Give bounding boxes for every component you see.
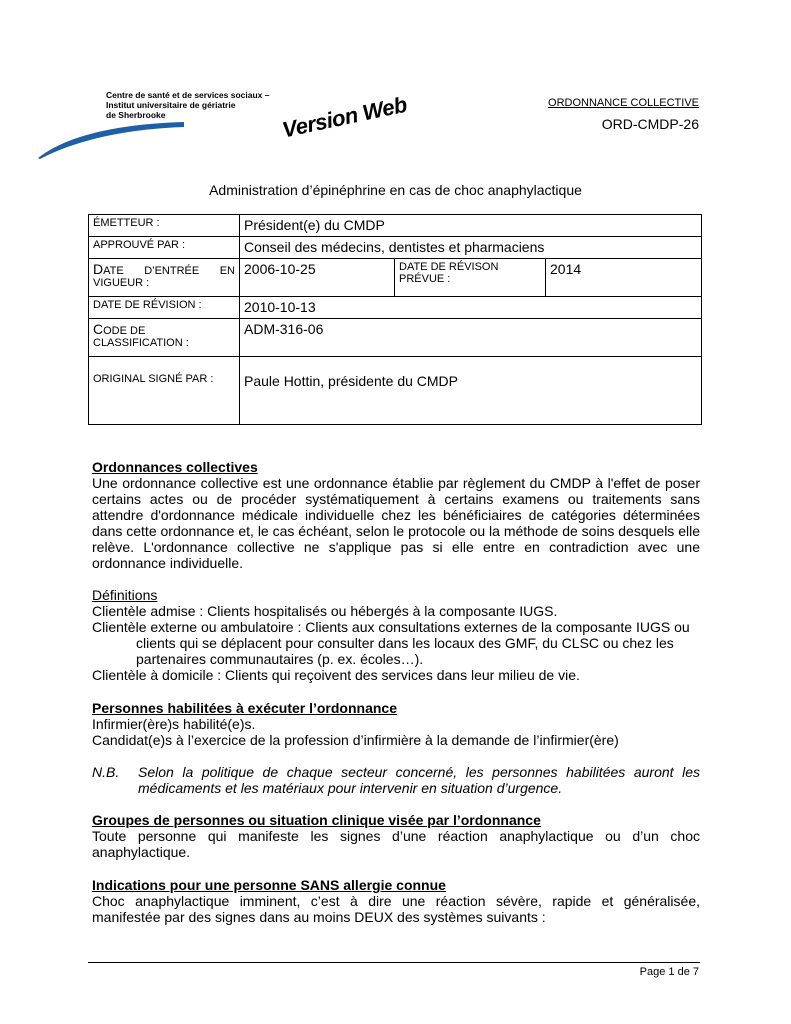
section-definitions — [92, 587, 700, 683]
date-entree-label: DATE D’ENTRÉE EN VIGUEUR : — [89, 259, 240, 297]
heading-groupes: Groupes de personnes ou situation clinique visée par l’ordonnance — [92, 812, 541, 828]
personnes-line-2: Candidat(e)s à l’exercice de la profession d’infirmière à la demande de l’infirmier(ère) — [92, 732, 619, 748]
definition-clientele-admise: Clientèle admise : Clients hospitalisés ou hébergés à la composante IUGS. — [92, 603, 558, 619]
approuve-value: Conseil des médecins, dentistes et pharmaciens — [240, 237, 702, 259]
section-groupes — [92, 812, 700, 860]
original-signe-value: Paule Hottin, présidente du CMDP — [240, 357, 702, 425]
definition-clientele-domicile: Clientèle à domicile : Clients qui reçoivent des services dans leur milieu de vie. — [92, 667, 580, 683]
indications-paragraph: Choc anaphylactique imminent, c’est à dire une réaction sévère, rapide et généralisée, manifestée par des signes dans au moins DEUX des systèmes suivants : — [92, 893, 700, 925]
nb-tag: N.B. — [92, 764, 120, 780]
org-name-line-1: Centre de santé et de services sociaux – — [106, 90, 270, 100]
nota-bene — [92, 764, 700, 796]
section-personnes-habilitees — [92, 700, 700, 748]
code-classification-label: CODE DE CLASSIFICATION : — [89, 319, 240, 357]
emetteur-label: ÉMETTEUR : — [89, 215, 240, 237]
approuve-label: APPROUVÉ PAR : — [89, 237, 240, 259]
heading-definitions: Définitions — [92, 587, 158, 603]
org-name-line-2: Institut universitaire de gériatrie — [106, 100, 236, 110]
heading-personnes-habilitees: Personnes habilitées à exécuter l’ordonnance — [92, 700, 397, 716]
organization-logo-swoosh — [36, 118, 186, 160]
date-revision-value: 2010-10-13 — [240, 297, 702, 319]
document-type: ORDONNANCE COLLECTIVE — [548, 97, 699, 109]
definition-clientele-externe: Clientèle externe ou ambulatoire : Clients aux consultations externes de la composante IUGS ou — [92, 619, 690, 635]
document-title: Administration d’épinéphrine en cas de choc anaphylactique — [209, 182, 582, 198]
definition-clientele-externe-cont: clients qui se déplacent pour consulter dans les locaux des GMF, du CLSC ou chez les partenaires communautaires (p. ex. écoles…). — [136, 635, 674, 667]
date-revision-label: DATE DE RÉVISION : — [89, 297, 240, 319]
heading-ordonnances: Ordonnances collectives — [92, 459, 258, 475]
version-web-watermark: Version Web — [280, 91, 409, 143]
nb-text: Selon la politique de chaque secteur concerné, les personnes habilitées auront les médicaments et les matériaux pour intervenir en situation d’urgence. — [138, 764, 700, 796]
emetteur-value: Président(e) du CMDP — [240, 215, 702, 237]
personnes-line-1: Infirmier(ère)s habilité(e)s. — [92, 716, 256, 732]
groupes-paragraph: Toute personne qui manifeste les signes d’une réaction anaphylactique ou d’un choc anaphylactique. — [92, 828, 700, 860]
document-info-table — [88, 214, 702, 425]
code-classification-value: ADM-316-06 — [240, 319, 702, 357]
section-ordonnances — [92, 459, 700, 571]
page-number: Page 1 de 7 — [639, 966, 699, 978]
date-revision-prevue-label: DATE DE RÉVISON PRÉVUE : — [395, 259, 546, 297]
section-indications — [92, 877, 700, 925]
original-signe-label: ORIGINAL SIGNÉ PAR : — [89, 357, 240, 425]
date-entree-value: 2006-10-25 — [240, 259, 395, 297]
ordonnances-paragraph: Une ordonnance collective est une ordonnance établie par règlement du CMDP à l'effet de poser certains actes ou de procéder systématiquement à certains examens ou traitements sans attendre d'ordonnance médicale individuelle chez les bénéficiaires de catégories déterminées dans cette ordonnance et, le cas échéant, selon le protocole ou la méthode de soins desquels elle relève. L'ordonnance collective ne s'applique pas si elle entre en contradiction avec une ordonnance individuelle. — [92, 475, 700, 571]
heading-indications: Indications pour une personne SANS allergie connue — [92, 877, 446, 893]
date-revision-prevue-value: 2014 — [546, 259, 702, 297]
document-code: ORD-CMDP-26 — [601, 116, 699, 132]
footer-divider — [88, 962, 700, 963]
org-name-line-3: de Sherbrooke — [106, 110, 166, 120]
